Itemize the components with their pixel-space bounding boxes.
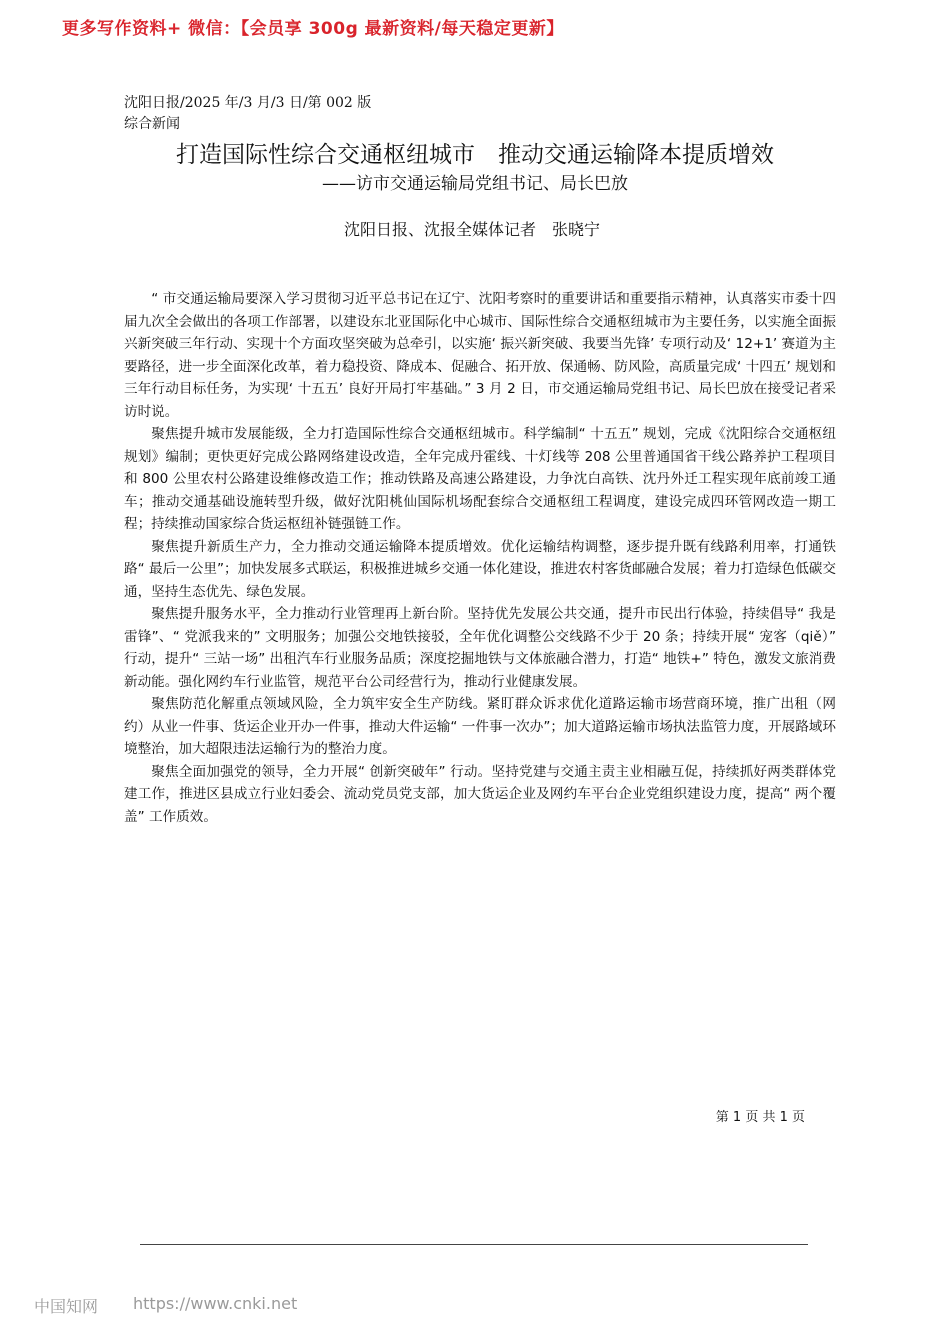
byline: 沈阳日报、沈报全媒体记者 张晓宁 bbox=[343, 220, 600, 239]
paragraph: “ 市交通运输局要深入学习贯彻习近平总书记在辽宁、沈阳考察时的重要讲话和重要指示精神，认真落实市委十四届九次全会做出的各项工作部署，以建设东北亚国际化中心城市、国际性综合交通枢纽城市为主要任务，以实施全面振兴新突破三年行动、实现十个方面攻坚突破为总牵引，以实施‘ 振兴新突破、我要当先锋’ 专项行动及‘ 12+1’ 赛道为主要路径，进一步全面深化改革，着力稳投资、降成本、促融合、拓开放、保通畅、防风险，高质量完成‘ 十四五’ 规划和三年行动目标任务，为实现‘ 十五五’ 良好开局打牢基础。” 3 月 2 日，市交通运输局党组书记、局长巴放在接受记者采访时说。 bbox=[124, 291, 836, 420]
source-line: 沈阳日报/2025 年/3 月/3 日/第 002 版综合新闻 bbox=[124, 95, 372, 132]
headline: 打造国际性综合交通枢纽城市 推动交通运输降本提质增效 bbox=[176, 142, 774, 168]
paragraph: 聚焦提升城市发展能级，全力打造国际性综合交通枢纽城市。科学编制“ 十五五” 规划，完成《沈阳综合交通枢纽规划》编制；更快更好完成公路网络建设改造，全年完成丹霍线、十灯线等 208 公里普通国省干线公路养护工程项目和 800 公里农村公路建设维修改造工作；推动铁路及高速公路建设，力争沈白高铁、沈丹外迁工程实现年底前竣工通车；推动交通基础设施转型升级，做好沈阳桃仙国际机场配套综合交通枢纽工程调度，建设完成四环管网改造一期工程；持续推动国家综合货运枢纽补链强链工作。 bbox=[124, 426, 836, 532]
paragraph: 聚焦提升新质生产力，全力推动交通运输降本提质增效。优化运输结构调整，逐步提升既有线路利用率，打通铁路“ 最后一公里”；加快发展多式联运，积极推进城乡交通一体化建设，推进农村客货邮融合发展；着力打造绿色低碳交通，坚持生态优先、绿色发展。 bbox=[124, 538, 836, 600]
page-number: 第 1 页 共 1 页 bbox=[715, 1110, 805, 1125]
cnki-logo-text: 中国知网 bbox=[34, 1297, 99, 1316]
promo-banner: 更多写作资料+ 微信：【会员享 300g 最新资料/每天稳定更新】 bbox=[62, 19, 564, 39]
footer-divider bbox=[140, 1244, 808, 1245]
paragraph: 聚焦提升服务水平，全力推动行业管理再上新台阶。坚持优先发展公共交通，提升市民出行体验，持续倡导“ 我是雷锋”、“ 党派我来的” 文明服务；加强公交地铁接驳，全年优化调整公交线路不少于 20 条；持续开展“ 宠客（qiě）” 行动，提升“ 三站一场” 出租汽车行业服务品质；深度挖掘地铁与文体旅融合潜力，打造“ 地铁+” 特色，激发文旅消费新动能。强化网约车行业监管，规范平台公司经营行为，推动行业健康发展。 bbox=[124, 606, 836, 690]
subheadline: ——访市交通运输局党组书记、局长巴放 bbox=[322, 174, 628, 194]
paragraph: 聚焦全面加强党的领导，全力开展“ 创新突破年” 行动。坚持党建与交通主责主业相融互促，持续抓好两类群体党建工作，推进区县成立行业妇委会、流动党员党支部，加大货运企业及网约车平台企业党组织建设力度，提高“ 两个覆盖” 工作质效。 bbox=[124, 763, 836, 825]
paragraph: 聚焦防范化解重点领域风险，全力筑牢安全生产防线。紧盯群众诉求优化道路运输市场营商环境，推广出租（网约）从业一件事、货运企业开办一件事，推动大件运输“ 一件事一次办”；加大道路运输市场执法监管力度，开展路域环境整治，加大超限违法运输行为的整治力度。 bbox=[124, 696, 836, 757]
article-body bbox=[124, 288, 836, 828]
cnki-url[interactable]: https://www.cnki.net bbox=[133, 1294, 298, 1313]
